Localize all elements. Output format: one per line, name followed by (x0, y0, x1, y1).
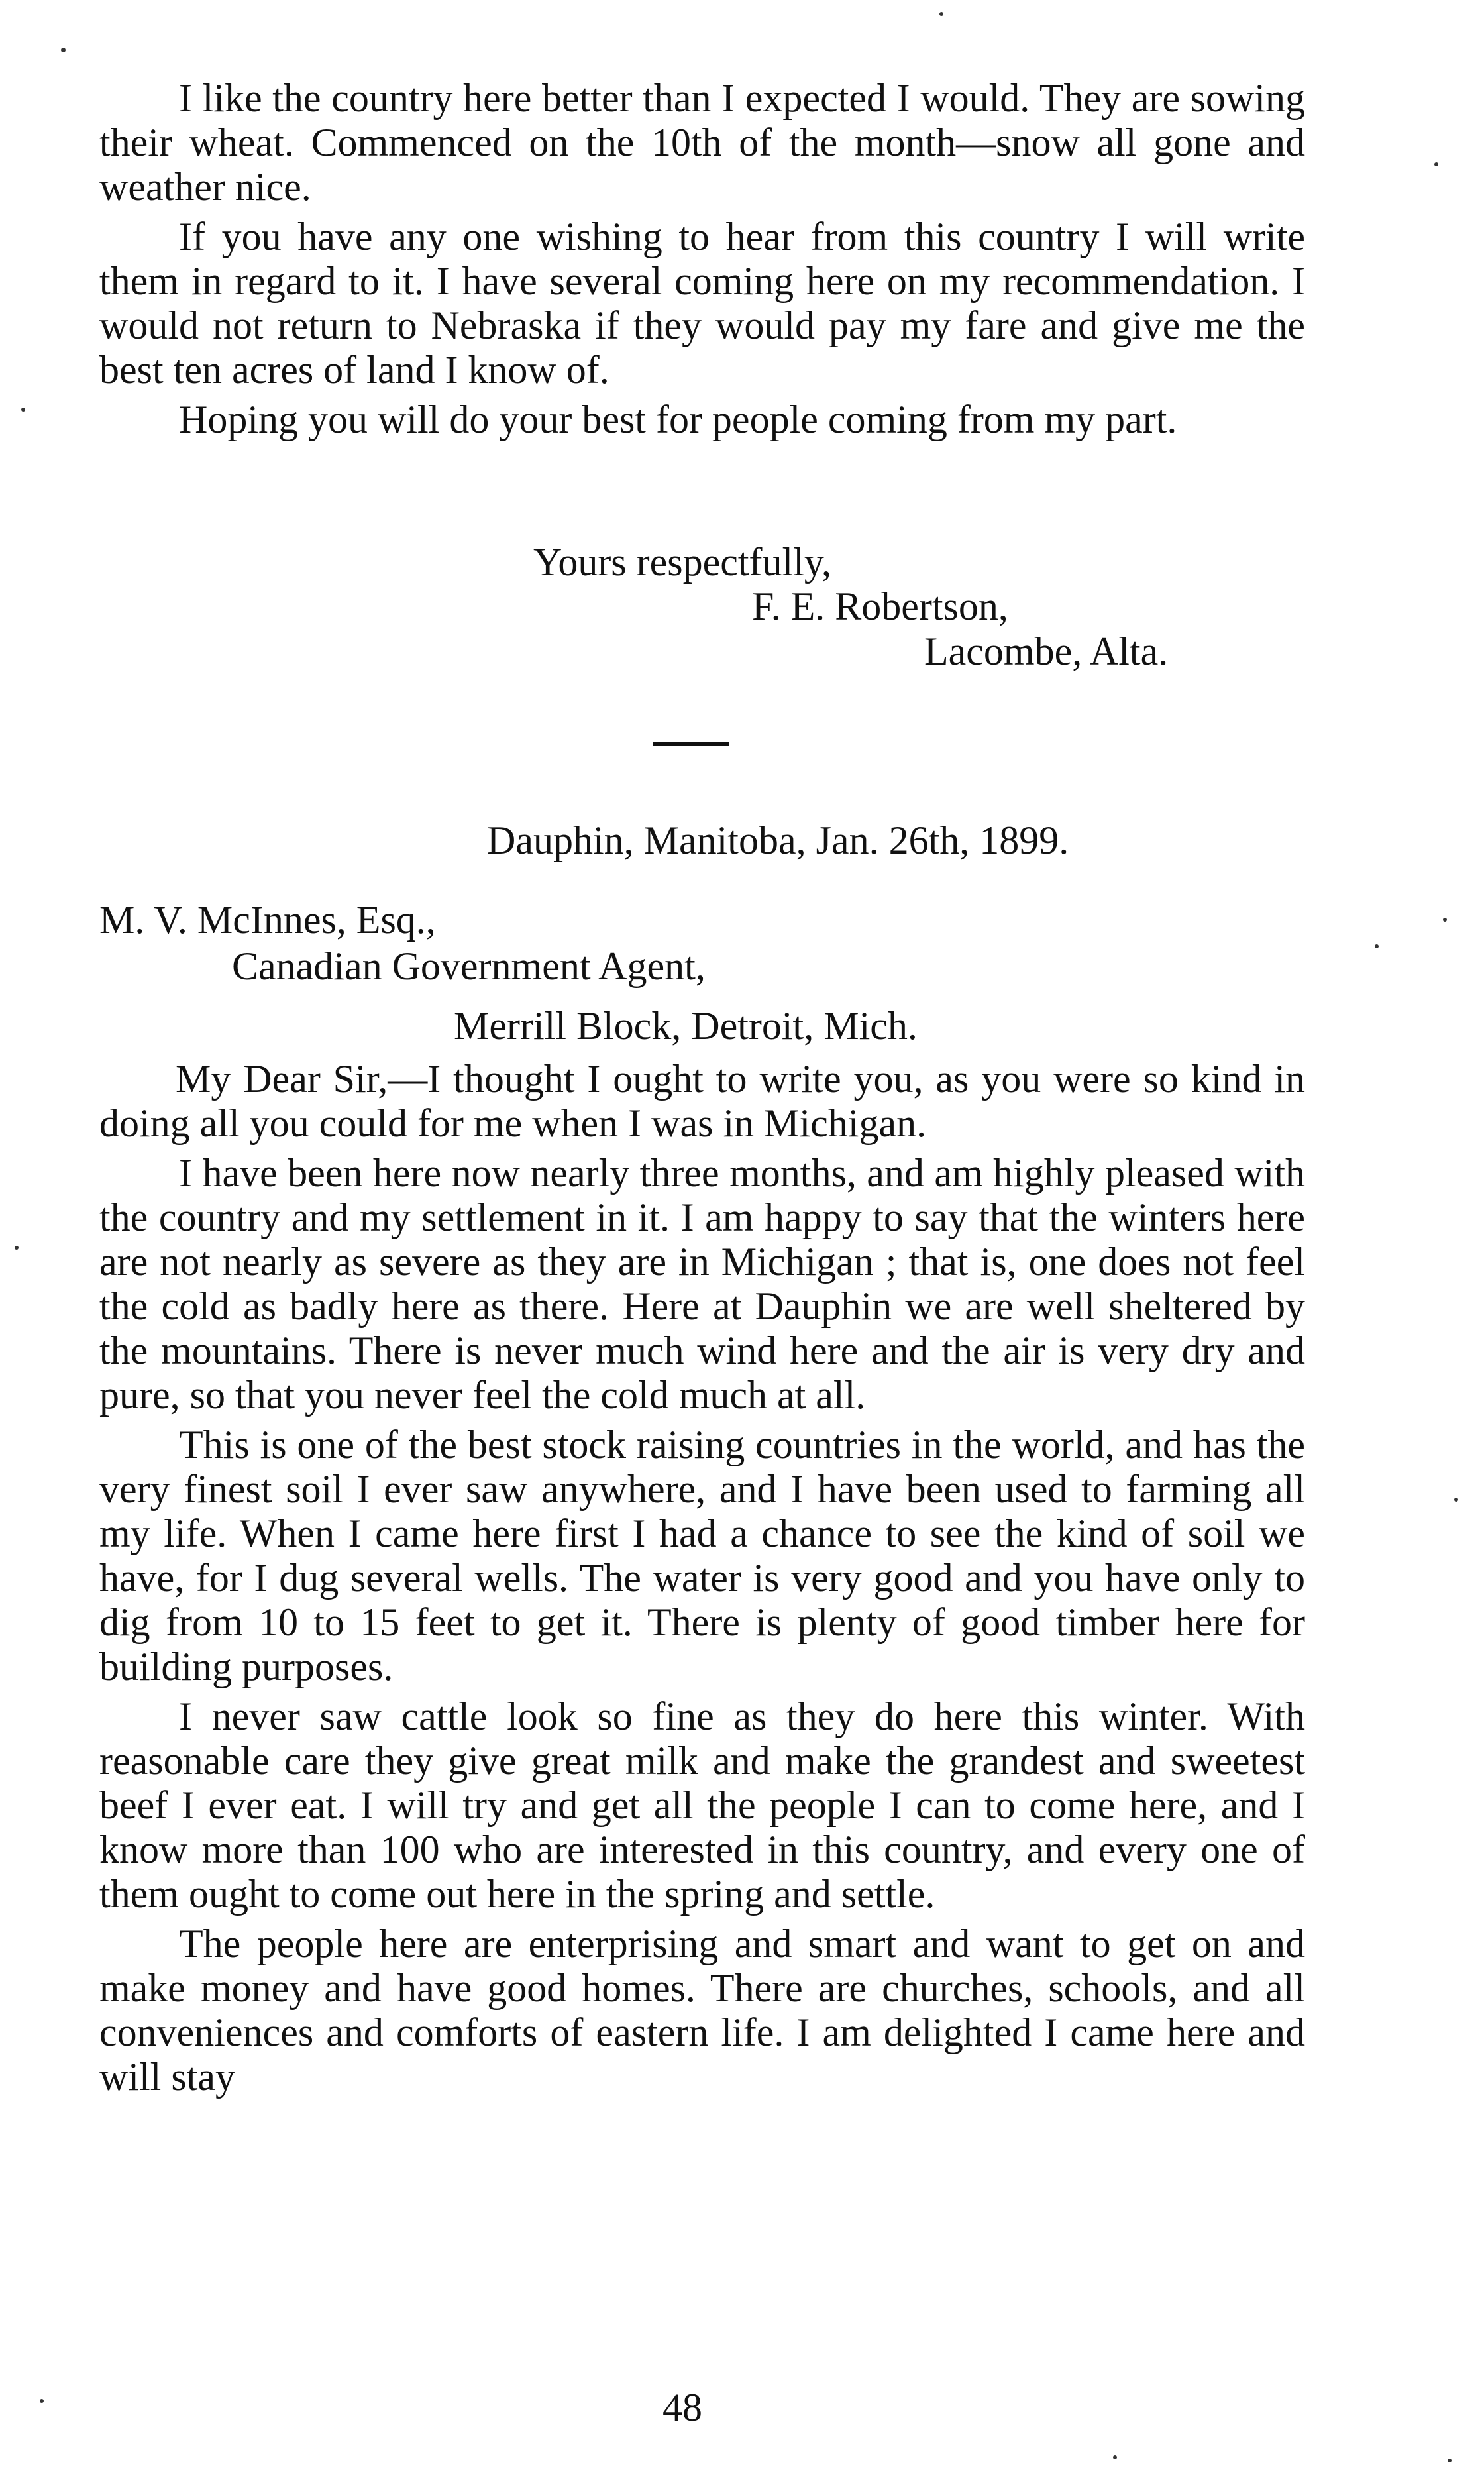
scan-speck (1448, 2459, 1452, 2462)
scan-speck (1375, 944, 1379, 948)
scan-speck (1443, 918, 1447, 922)
letter2-recipient-name: M. V. McInnes, Esq., (99, 898, 436, 942)
letter1-paragraph-3: Hoping you will do your best for people coming from my part. (179, 398, 1177, 441)
letter2-paragraph-5: The people here are enterprising and smart and want to get on and make money and have good homes. There are churches, schools, and all conveniences and comforts of eastern life. I am delighted I came here and will stay (99, 1922, 1305, 2099)
letter1-paragraph-2: If you have any one wishing to hear from this country I will write them in regard to it. I have several coming here on my recommendation. I would not return to Nebraska if they would pay my fare and give me the best ten acres of land I know of. (99, 215, 1305, 392)
letter2-body (99, 1057, 1305, 2105)
letter2-dateline: Dauphin, Manitoba, Jan. 26th, 1899. (487, 818, 1069, 862)
scan-speck (21, 408, 25, 412)
page-number: 48 (662, 2386, 702, 2429)
scan-speck (61, 48, 66, 52)
letter2-paragraph-2: I have been here now nearly three months, and am highly pleased with the country and my settlement in it. I am happy to say that the winters here are not nearly as severe as they are in Michigan ; that is, one does not feel the cold as badly here as there. Here at Dauphin we are well sheltered by the mountains. There is never much wind here and the air is very dry and pure, so that you never feel the cold much at all. (99, 1151, 1305, 1417)
letter1-body (99, 76, 1305, 447)
scan-speck (15, 1246, 19, 1250)
scan-speck (1434, 162, 1438, 166)
letter2-paragraph-3: This is one of the best stock raising countries in the world, and has the very finest soil I ever saw anywhere, and I have been used to farming all my life. When I came here first I had a chance to see the kind of soil we have, for I dug several wells. The water is very good and you have only to dig from 10 to 15 feet to get it. There is plenty of good timber here for building purposes. (99, 1423, 1305, 1688)
letter1-closing: Yours respectfully, (533, 540, 831, 584)
section-divider (653, 742, 729, 746)
letter1-location: Lacombe, Alta. (924, 630, 1169, 673)
scan-speck (40, 2399, 44, 2403)
letter1-paragraph-1: I like the country here better than I expected I would. They are sowing their wheat. Commenced on the 10th of the month—snow all gone and weather nice. (99, 76, 1305, 209)
letter2-recipient-title: Canadian Government Agent, (232, 944, 706, 988)
scan-speck (1113, 2455, 1117, 2459)
letter1-signature: F. E. Robertson, (752, 584, 1008, 628)
letter2-paragraph-4: I never saw cattle look so fine as they do here this winter. With reasonable care they give great milk and make the grandest and sweetest beef I ever eat. I will try and get all the people I can to come here, and I know more than 100 who are interested in this country, and every one of them ought to come out here in the spring and settle. (99, 1694, 1305, 1916)
scan-speck (939, 12, 943, 16)
scan-speck (1454, 1498, 1458, 1502)
letter2-recipient-address: Merrill Block, Detroit, Mich. (454, 1004, 918, 1048)
letter2-paragraph-1: My Dear Sir,—I thought I ought to write you, as you were so kind in doing all you could for me when I was in Michigan. (99, 1057, 1305, 1145)
